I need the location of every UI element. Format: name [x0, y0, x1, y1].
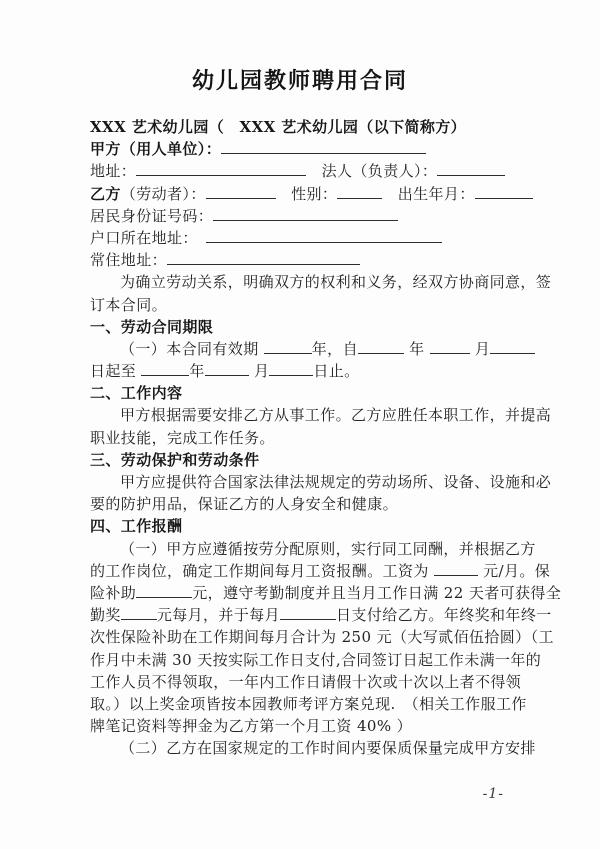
doc-text: 四、工作报酬: [90, 517, 183, 536]
fill-in-blank: [136, 162, 306, 176]
page-number: -1-: [482, 786, 504, 802]
section-4-heading: [90, 515, 514, 537]
fill-in-blank: [475, 185, 533, 199]
fill-in-blank: [269, 362, 313, 376]
section-4-line: [90, 538, 536, 560]
doc-text: 日止。: [313, 362, 360, 381]
doc-text: （一）甲方应遵循按劳分配原则，实行同工同酬，并根据乙方: [120, 539, 536, 558]
doc-text: 地址：: [90, 162, 137, 181]
doc-text: 要的防护用品，保证乙方的人身安全和健康。: [90, 495, 399, 514]
section-3-line: [90, 471, 552, 493]
section-1-line: [90, 360, 514, 382]
doc-text: 性别：: [275, 184, 338, 203]
fill-in-blank: [434, 562, 478, 576]
fill-in-blank: [221, 140, 426, 154]
fill-in-blank: [358, 340, 404, 354]
doc-text: 日起至: [90, 362, 142, 381]
doc-text: 取。）以上奖金项皆按本园教师考评方案兑现. （相关工作服工作: [90, 694, 527, 713]
doc-text: 元，遵守考勤制度并且当月工作日满 22 天者可获得全: [192, 583, 562, 602]
section-2-line: [90, 404, 552, 426]
doc-text: 居民身份证号码：: [90, 206, 214, 225]
doc-text: 工作人员不得领取，一年内工作日请假十次或十次以上者不得领: [90, 672, 522, 691]
fill-in-blank: [167, 251, 360, 265]
doc-text: 次性保险补助在工作期间每月合计为 250 元（大写贰佰伍拾圆）（工: [90, 628, 554, 647]
doc-text: 月: [469, 339, 491, 358]
preamble-line: [90, 271, 552, 293]
fill-in-blank: [213, 207, 398, 221]
field-id-number: [90, 205, 514, 227]
section-4-line: [90, 693, 527, 715]
intro-line: [90, 116, 514, 138]
section-4-line: [90, 560, 551, 582]
doc-text: 二、工作内容: [90, 384, 183, 403]
fill-in-blank: [141, 362, 189, 376]
section-1-heading: [90, 316, 514, 338]
doc-text: 日支付给乙方。年终奖和年终一: [336, 606, 552, 625]
field-party-a: [90, 138, 514, 160]
doc-text: （二）乙方在国家规定的工作时间内要保质保量完成甲方安排: [120, 739, 536, 758]
document-body: [90, 116, 562, 759]
section-4-line: [90, 626, 554, 648]
field-residence-address: [90, 249, 514, 271]
doc-text: 险补助: [90, 583, 137, 602]
doc-text: （劳动者）：: [120, 184, 206, 203]
doc-text: 甲方（用人单位）：: [90, 140, 222, 159]
section-4-line: [90, 582, 562, 604]
fill-in-blank: [206, 185, 276, 199]
doc-text: 法人（负责人）：: [306, 162, 438, 181]
fill-in-blank: [437, 162, 505, 176]
section-4-line: [90, 671, 522, 693]
doc-text: 年: [189, 362, 205, 381]
doc-text: 乙方: [90, 184, 121, 203]
section-3-line: [90, 493, 514, 515]
doc-text: 职业技能，完成工作任务。: [90, 428, 275, 447]
doc-text: 常住地址：: [90, 251, 168, 270]
doc-text: 年，自: [311, 339, 358, 358]
fill-in-blank: [205, 362, 249, 376]
doc-text: 三、劳动保护和劳动条件: [90, 450, 260, 469]
section-4-line: [90, 604, 552, 626]
fill-in-blank: [264, 340, 312, 354]
doc-text: 甲方根据需要安排乙方从事工作。乙方应胜任本职工作，并提高: [120, 406, 552, 425]
section-4-line: [90, 715, 514, 737]
fill-in-blank: [337, 185, 382, 199]
fill-in-blank: [280, 606, 336, 620]
doc-text: 牌笔记资料等押金为乙方第一个月工资 40% ）: [90, 717, 413, 736]
doc-text: 元/月。保: [477, 561, 551, 580]
field-address: [90, 160, 514, 182]
doc-text: 月: [248, 362, 270, 381]
section-2-line: [90, 427, 514, 449]
doc-text: 的工作岗位，确定工作期间每月工资报酬。工资为: [90, 561, 434, 580]
document-title: 幼儿园教师聘用合同: [191, 69, 408, 94]
preamble-line: [90, 294, 514, 316]
field-party-b: [90, 183, 514, 205]
doc-text: XXX 艺术幼儿园（ XXX 艺术幼儿园（以下简称方）: [90, 118, 467, 136]
doc-text: 出生年月：: [382, 184, 475, 203]
fill-in-blank: [206, 229, 442, 243]
doc-text: 年: [403, 339, 430, 358]
doc-text: 甲方应提供符合国家法律法规规定的劳动场所、设备、设施和必: [120, 473, 552, 491]
doc-text: 户口所在地址：: [90, 228, 206, 247]
doc-text: 一、劳动合同期限: [90, 317, 214, 336]
section-3-heading: [90, 449, 514, 471]
field-household-address: [90, 227, 514, 249]
fill-in-blank: [121, 606, 157, 620]
doc-text: 为确立劳动关系，明确双方的权利和义务，经双方协商同意，签: [120, 273, 552, 292]
section-4-line: [90, 649, 542, 671]
doc-text: 订本合同。: [90, 295, 168, 314]
doc-text: 作月中未满 30 天按实际工作日支付,合同签订日起工作未满一年的: [90, 650, 542, 669]
fill-in-blank: [430, 340, 470, 354]
doc-text: 勤奖: [90, 606, 121, 625]
doc-text: 元每月，并于每月: [156, 606, 281, 625]
fill-in-blank: [490, 340, 535, 354]
doc-text: （一）本合同有效期: [120, 339, 264, 358]
section-2-heading: [90, 382, 514, 404]
section-4-line: [90, 737, 536, 759]
section-1-line: [90, 338, 514, 360]
fill-in-blank: [136, 584, 192, 598]
